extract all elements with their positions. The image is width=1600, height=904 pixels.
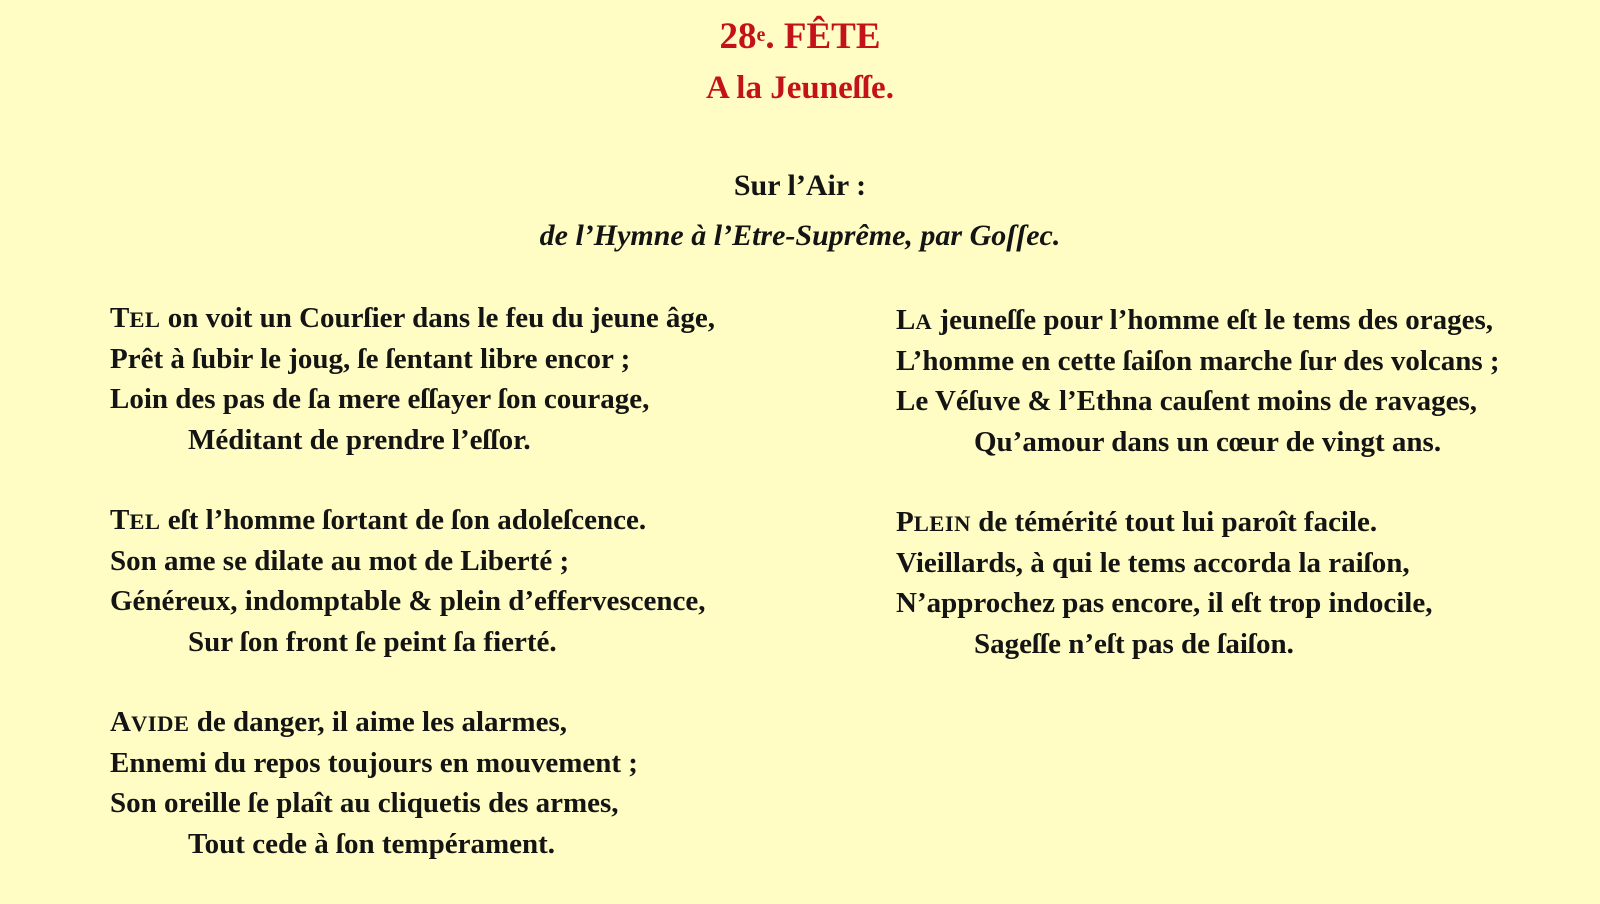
small-caps-word: LEIN (913, 511, 972, 536)
verse-text: on voit un Courſier dans le feu du jeune âge, (160, 302, 716, 334)
verse-line (896, 502, 1596, 543)
verse-line: L’homme en cette ſaiſon marche ſur des volcans ; (896, 344, 1500, 377)
initial-capital: P (896, 506, 914, 538)
verse-line: Prêt à ſubir le joug, ſe ſentant libre encor ; (110, 342, 631, 375)
verse-text: jeuneſſe pour l’homme eſt le tems des orages, (932, 304, 1493, 336)
air-label: Sur l’Air : (733, 169, 867, 202)
air-title: de l’Hymne à l’Etre-Suprême, par Goſſec. (539, 219, 1061, 252)
verse-line: Loin des pas de ſa mere eſſayer ſon courage, (110, 383, 650, 415)
small-caps-word: VIDE (130, 711, 190, 736)
verse-line: Son ame se dilate au mot de Liberté ; (110, 544, 570, 577)
stanza (896, 300, 1596, 462)
stanza (896, 502, 1596, 664)
fete-dedication: A la Jeuneſſe. (706, 70, 894, 106)
small-caps-word: EL (129, 509, 161, 534)
verse-line-indented: Qu’amour dans un cœur de vingt ans. (974, 425, 1442, 458)
verse-line-indented: Méditant de prendre l’eſſor. (188, 423, 531, 456)
small-caps-word: EL (129, 307, 161, 332)
verse-line (110, 500, 850, 541)
verse-line: Généreux, indomptable & plein d’effervescence, (110, 585, 706, 617)
right-column (896, 300, 1596, 704)
verse-line: N’approchez pas encore, il eſt trop indocile, (896, 587, 1433, 619)
stanza (110, 298, 850, 460)
verse-text: de témérité tout lui paroît facile. (971, 506, 1378, 538)
verse-line: Vieillards, à qui le tems accorda la raiſon, (896, 546, 1410, 579)
verse-line-indented: Sur ſon front ſe peint ſa fierté. (188, 625, 557, 658)
verse-line: Ennemi du repos toujours en mouvement ; (110, 746, 638, 779)
initial-capital: A (110, 706, 131, 738)
verse-line (110, 298, 850, 339)
verse-line-indented: Sageſſe n’eſt pas de ſaiſon. (974, 627, 1294, 660)
left-column (110, 298, 850, 904)
verse-line: Le Véſuve & l’Ethna cauſent moins de ravages, (896, 385, 1478, 417)
stanza (110, 702, 850, 864)
initial-capital: T (110, 302, 130, 334)
verse-line: Son oreille ſe plaît au cliquetis des armes, (110, 787, 619, 819)
small-caps-word: A (915, 309, 933, 334)
fete-number: 28 (719, 16, 757, 57)
verse-line (110, 702, 850, 743)
fete-title (0, 12, 1600, 62)
fete-label: . FÊTE (765, 16, 881, 57)
verse-line (896, 300, 1596, 341)
initial-capital: T (110, 504, 130, 536)
stanza (110, 500, 850, 662)
initial-capital: L (896, 304, 916, 336)
verse-line-indented: Tout cede à ſon tempérament. (188, 827, 556, 860)
verse-text: eſt l’homme ſortant de ſon adoleſcence. (160, 504, 647, 536)
fete-number-suffix: e (756, 24, 766, 46)
verse-text: de danger, il aime les alarmes, (189, 706, 567, 738)
